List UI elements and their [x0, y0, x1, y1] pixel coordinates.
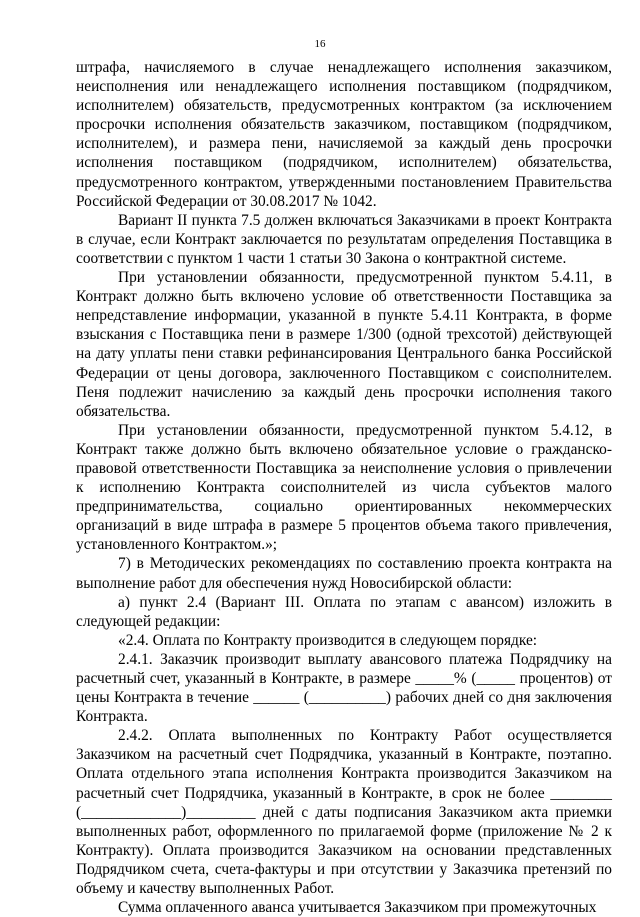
paragraph-clause-5-4-11: При установлении обязанности, предусмотренной пунктом 5.4.11, в Контракт должно быть включено условие об ответственности Поставщика за непредставление информации, указанной в пункте 5.4.11 Контракта, в форме взыскания с Поставщика пени в размере 1/300 (одной трехсотой) действующей на дату уплаты пени ставки рефинансирования Центрального банка Российской Федерации от цены договора, заключенного Поставщиком с соисполнителем. Пеня подлежит начислению за каждый день просрочки исполнения такого обязательства.	[76, 269, 612, 420]
paragraph-clause-2-4-2: 2.4.2. Оплата выполненных по Контракту Работ осуществляется Заказчиком на расчетный счет Подрядчика, указанный в Контракте, поэтапно. Оплата отдельного этапа исполнения Контракта производится Заказчиком на расчетный счет Подрядчика, указанный в Контракте, в срок не более ________ (_____________)_________ дней с даты подписания Заказчиком акта приемки выполненных работ, оформленного по прилагаемой форме (приложение № 2 к Контракту). Оплата производится Заказчиком на основании представленных Подрядчиком счета, счета-фактуры и при отсутствии у Заказчика претензий по объему и качеству выполненных Работ.	[76, 727, 612, 898]
paragraph-penalty-rules: штрафа, начисляемого в случае ненадлежащего исполнения заказчиком, неисполнения или ненадлежащего исполнения поставщиком (подрядчиком, исполнителем) обязательств, предусмотренных контрактом (за исключением просрочки исполнения обязательств заказчиком, поставщиком (подрядчиком, исполнителем), и размера пени, начисляемой за каждый день просрочки исполнения поставщиком (подрядчиком, исполнителем) обязательства, предусмотренного контрактом, утвержденными постановлением Правительства Российской Федерации от 30.08.2017 № 1042.	[76, 59, 612, 210]
paragraph-advance-sum: Сумма оплаченного аванса учитывается Заказчиком при промежуточных	[118, 899, 597, 917]
page-number: 16	[314, 38, 326, 50]
document-body	[76, 58, 612, 917]
paragraph-item-a: а) пункт 2.4 (Вариант III. Оплата по этапам с авансом) изложить в следующей редакции:	[76, 593, 612, 630]
paragraph-item-7: 7) в Методических рекомендациях по составлению проекта контракта на выполнение работ для обеспечения нужд Новосибирской области:	[76, 555, 612, 592]
paragraph-clause-5-4-12: При установлении обязанности, предусмотренной пунктом 5.4.12, в Контракт также должно быть включено обязательное условие о гражданско-правовой ответственности Поставщика за неисполнение условия о привлечении к исполнению Контракта соисполнителей из числа субъектов малого предпринимательства, социально ориентированных некоммерческих организаций в виде штрафа в размере 5 процентов объема такого привлечения, установленного Контрактом.»;	[76, 421, 612, 554]
paragraph-clause-2-4-1: 2.4.1. Заказчик производит выплату авансового платежа Подрядчику на расчетный счет, указанный в Контракте, в размере _____% (_____ процентов) от цены Контракта в течение ______ (__________) рабочих дней со дня заключения Контракта.	[76, 650, 612, 726]
paragraph-clause-2-4: «2.4. Оплата по Контракту производится в следующем порядке:	[118, 631, 538, 649]
paragraph-variant-ii: Вариант II пункта 7.5 должен включаться Заказчиками в проект Контракта в случае, если Контракт заключается по результатам определения Поставщика в соответствии с пунктом 1 части 1 статьи 30 Закона о контрактной системе.	[76, 211, 612, 267]
